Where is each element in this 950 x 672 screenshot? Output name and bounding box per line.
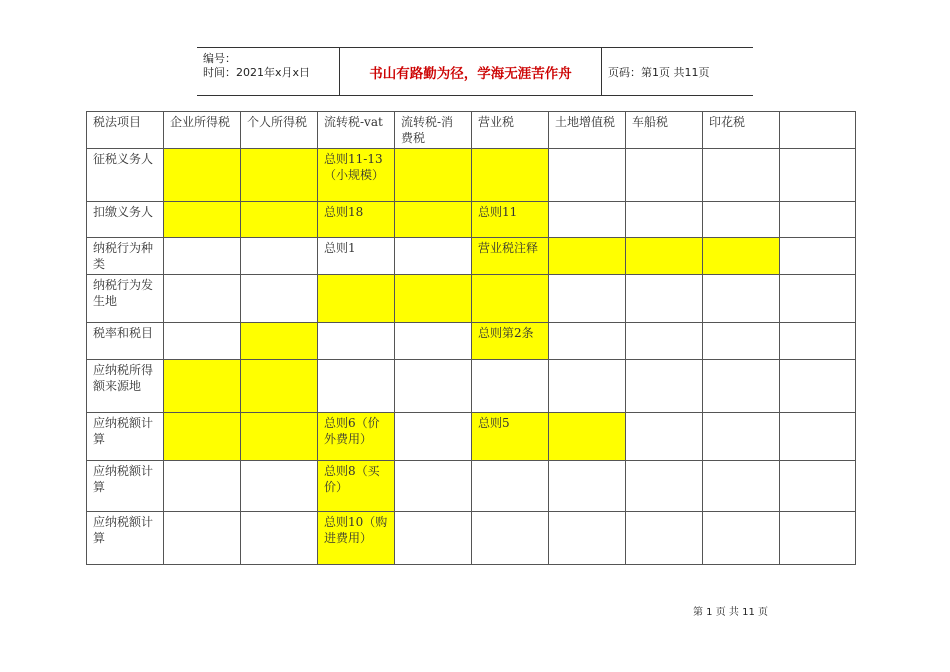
table-cell — [241, 461, 318, 512]
table-cell — [241, 238, 318, 275]
table-cell — [318, 360, 395, 413]
header-meta — [197, 48, 340, 95]
table-cell — [780, 323, 856, 360]
table-cell — [164, 202, 241, 238]
table-cell: 总则第2条 — [472, 323, 549, 360]
table-cell — [703, 512, 780, 565]
table-cell — [626, 202, 703, 238]
table-cell — [549, 238, 626, 275]
table-cell — [395, 461, 472, 512]
table-cell — [703, 323, 780, 360]
header-cell: 企业所得税 — [164, 112, 241, 149]
motto: 书山有路勤为径，学海无涯苦作舟 — [340, 48, 602, 95]
table-cell — [472, 275, 549, 323]
table-cell — [395, 413, 472, 461]
table-row — [87, 238, 856, 275]
table-cell — [241, 360, 318, 413]
table-row — [87, 149, 856, 202]
table-cell — [164, 413, 241, 461]
table-cell: 总则1 — [318, 238, 395, 275]
table-cell — [703, 238, 780, 275]
row-label: 应纳税额计算 — [87, 413, 164, 461]
page-header — [197, 47, 753, 96]
table-cell — [626, 461, 703, 512]
table-cell — [164, 461, 241, 512]
table-cell: 总则8（买价） — [318, 461, 395, 512]
table-cell — [703, 202, 780, 238]
table-cell — [241, 413, 318, 461]
table-cell — [241, 202, 318, 238]
header-cell — [780, 112, 856, 149]
table-cell — [703, 461, 780, 512]
header-cell: 税法项目 — [87, 112, 164, 149]
table-row — [87, 512, 856, 565]
table-cell — [395, 512, 472, 565]
table-cell — [626, 149, 703, 202]
row-label: 应纳税额计算 — [87, 461, 164, 512]
table-cell — [472, 461, 549, 512]
table-cell — [241, 275, 318, 323]
table-cell — [780, 202, 856, 238]
table-cell — [164, 149, 241, 202]
row-label: 扣缴义务人 — [87, 202, 164, 238]
row-label: 税率和税目 — [87, 323, 164, 360]
table-cell — [395, 360, 472, 413]
table-cell — [549, 275, 626, 323]
table-cell: 总则6（价外费用） — [318, 413, 395, 461]
page-label: 页码：第1页 共11页 — [608, 65, 710, 79]
time-label: 时间：2021年x月x日 — [203, 66, 311, 79]
table-cell — [318, 323, 395, 360]
table-cell — [549, 413, 626, 461]
table-cell — [703, 149, 780, 202]
tax-table — [86, 111, 856, 565]
header-cell: 个人所得税 — [241, 112, 318, 149]
table-cell — [780, 238, 856, 275]
table-cell — [780, 275, 856, 323]
table-cell — [549, 512, 626, 565]
table-cell — [164, 360, 241, 413]
table-row — [87, 323, 856, 360]
row-label: 应纳税所得额来源地 — [87, 360, 164, 413]
row-label: 应纳税额计算 — [87, 512, 164, 565]
row-label: 征税义务人 — [87, 149, 164, 202]
table-cell — [626, 275, 703, 323]
table-cell: 总则11-13（小规模） — [318, 149, 395, 202]
table-cell — [395, 238, 472, 275]
table-row — [87, 461, 856, 512]
table-cell: 总则5 — [472, 413, 549, 461]
table-row — [87, 360, 856, 413]
header-cell: 车船税 — [626, 112, 703, 149]
table-cell — [626, 512, 703, 565]
table-row — [87, 202, 856, 238]
table-cell — [395, 323, 472, 360]
table-cell — [164, 512, 241, 565]
table-cell — [395, 202, 472, 238]
table-cell — [780, 461, 856, 512]
table-cell — [549, 360, 626, 413]
table-row — [87, 275, 856, 323]
table-cell: 总则10（购进费用） — [318, 512, 395, 565]
header-cell: 土地增值税 — [549, 112, 626, 149]
header-cell: 营业税 — [472, 112, 549, 149]
table-cell — [241, 323, 318, 360]
page-footer: 第 1 页 共 11 页 — [693, 607, 768, 618]
table-cell — [472, 149, 549, 202]
table-cell — [626, 238, 703, 275]
table-cell — [241, 149, 318, 202]
table-cell — [164, 238, 241, 275]
table-cell — [549, 461, 626, 512]
header-cell: 流转税-消费税 — [395, 112, 472, 149]
table-cell — [472, 360, 549, 413]
table-cell: 营业税注释 — [472, 238, 549, 275]
row-label: 纳税行为种类 — [87, 238, 164, 275]
table-cell — [472, 512, 549, 565]
table-cell — [780, 360, 856, 413]
header-cell: 印花税 — [703, 112, 780, 149]
table-row — [87, 413, 856, 461]
table-cell — [164, 323, 241, 360]
table-cell — [703, 360, 780, 413]
table-cell — [626, 360, 703, 413]
table-cell — [703, 275, 780, 323]
table-cell — [549, 202, 626, 238]
table-cell — [395, 275, 472, 323]
table-cell — [164, 275, 241, 323]
table-cell — [703, 413, 780, 461]
row-label: 纳税行为发生地 — [87, 275, 164, 323]
table-cell — [780, 413, 856, 461]
table-cell — [780, 512, 856, 565]
table-cell — [549, 323, 626, 360]
table-cell — [241, 512, 318, 565]
table-cell — [549, 149, 626, 202]
table-cell — [626, 413, 703, 461]
table-cell: 总则11 — [472, 202, 549, 238]
table-cell — [318, 275, 395, 323]
table-cell — [780, 149, 856, 202]
table-cell: 总则18 — [318, 202, 395, 238]
table-cell — [395, 149, 472, 202]
table-cell — [626, 323, 703, 360]
number-label: 编号： — [203, 52, 236, 65]
table-header-row — [87, 112, 856, 149]
header-cell: 流转税-vat — [318, 112, 395, 149]
